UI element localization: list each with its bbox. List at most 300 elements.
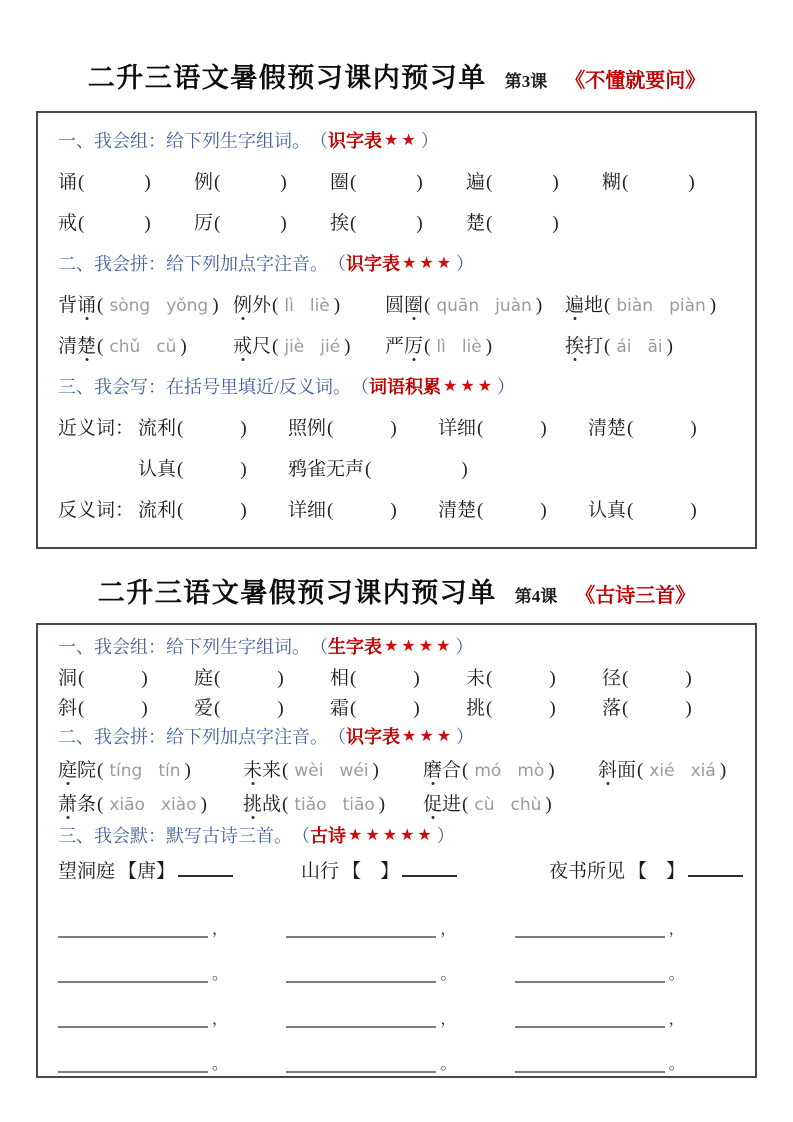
word-dotted-char: 厉 — [404, 331, 423, 358]
char-blank — [330, 663, 466, 690]
paren-close: ） — [420, 130, 439, 151]
paren-open: ( — [214, 213, 221, 234]
paren-close: ) — [690, 418, 697, 439]
verse-blank — [286, 1057, 514, 1073]
paren-close: ) — [719, 759, 727, 781]
paren-open: ( — [214, 172, 221, 193]
star-rating-icon: ★★★★★ — [348, 827, 435, 844]
word-dotted-char: 戒 — [233, 331, 252, 358]
section3-heading — [58, 819, 743, 851]
paren-open: ( — [637, 759, 644, 781]
verse-line-row — [58, 983, 743, 1028]
pinyin-option-2: liè — [309, 296, 330, 316]
word: 流利 — [138, 500, 177, 521]
char-blank — [466, 167, 602, 194]
paren-close: ) — [240, 459, 247, 480]
pinyin-option-2: xiào — [160, 794, 197, 815]
word-dotted-char: 圈 — [404, 290, 423, 317]
pinyin-item — [58, 755, 243, 782]
verse-blank — [515, 967, 743, 983]
word-dotted-char: 未 — [243, 755, 262, 782]
pinyin-row — [58, 751, 743, 785]
char: 糊 — [602, 172, 622, 193]
pinyin-option-2: tiāo — [342, 794, 375, 815]
word-dotted-char: 斜 — [598, 755, 617, 782]
paren-open: ( — [97, 336, 104, 357]
pinyin-option-1: tíng — [109, 760, 143, 781]
char: 相 — [330, 667, 350, 689]
row-label: 反义词： — [58, 500, 135, 521]
char: 挨 — [330, 213, 350, 234]
paren-open: ( — [486, 667, 493, 689]
poem-entry — [301, 856, 549, 883]
word-post: 战 — [262, 793, 282, 815]
paren-open: ( — [177, 418, 184, 439]
pinyin-item — [565, 331, 674, 358]
paren-close: ) — [141, 667, 148, 689]
pinyin-option-1: chǔ — [109, 337, 141, 357]
poem-author-bracket: 【 】 — [342, 860, 400, 882]
write-line — [515, 972, 665, 983]
pinyin-option-1: wèi — [294, 760, 324, 781]
word-blank — [288, 454, 469, 481]
word-post: 尺 — [252, 336, 272, 357]
word: 清楚 — [438, 500, 477, 521]
paren-open: ( — [97, 295, 104, 316]
char-blank — [58, 693, 194, 720]
word: 照例 — [288, 418, 327, 439]
section1-heading — [58, 119, 743, 160]
punctuation: 。 — [668, 966, 685, 983]
paren-close: ) — [540, 418, 547, 439]
word-post: 地 — [584, 295, 604, 316]
word-dotted-char: 挨 — [565, 331, 584, 358]
punctuation: 。 — [440, 966, 457, 983]
star-rating-icon: ★★★ — [402, 254, 455, 272]
write-line — [286, 1017, 436, 1028]
paren-open: ( — [350, 213, 357, 234]
section-heading-text: 三、我会默：默写古诗三首。 — [58, 826, 292, 846]
paren-open: ( — [424, 336, 431, 357]
paren-close: ) — [277, 697, 284, 719]
word-dotted-char: 庭 — [58, 755, 77, 782]
char-blank — [466, 663, 602, 690]
paren-close: ) — [413, 667, 420, 689]
word: 认真 — [138, 459, 177, 480]
paren-open: ( — [350, 697, 357, 719]
punctuation: ， — [212, 1011, 229, 1028]
paren-open: ( — [622, 172, 629, 193]
char-blank — [602, 663, 738, 690]
char: 圈 — [330, 172, 350, 193]
section-heading-text: 三、我会写：在括号里填近/反义词。 — [58, 376, 351, 397]
paren-close: ) — [540, 500, 547, 521]
paren-open: （ — [328, 253, 346, 274]
pinyin-item — [58, 290, 233, 317]
pinyin-option-2: liè — [461, 337, 482, 357]
write-line — [58, 1062, 208, 1073]
verse-blank — [286, 922, 514, 938]
pinyin-option-1: cù — [474, 794, 495, 815]
paren-open: ( — [282, 759, 289, 781]
verse-blank — [515, 922, 743, 938]
paren-close: ) — [552, 172, 559, 193]
paren-close: ) — [416, 172, 423, 193]
pinyin-row — [58, 283, 743, 324]
paren-open: ( — [477, 418, 484, 439]
poem-title: 夜书所见 — [548, 860, 625, 882]
char-blank — [602, 693, 738, 720]
paren-close: ) — [141, 697, 148, 719]
word: 清楚 — [588, 418, 627, 439]
paren-open: ( — [282, 793, 289, 815]
word: 详细 — [288, 500, 327, 521]
paren-open: ( — [214, 667, 221, 689]
author-blank — [178, 862, 233, 877]
poem-entry — [58, 856, 301, 883]
author-blank — [688, 862, 743, 877]
char: 爱 — [194, 697, 214, 719]
verse-blank — [58, 967, 286, 983]
paren-close: ) — [535, 295, 543, 316]
paren-open: ( — [462, 759, 469, 781]
paren-open: ( — [462, 793, 469, 815]
word-row-synonyms — [58, 406, 743, 447]
paren-open: ( — [97, 759, 104, 781]
word-post: 合 — [442, 759, 462, 781]
paren-open: （ — [310, 637, 328, 657]
char-row — [58, 201, 743, 242]
word: 流利 — [138, 418, 177, 439]
pinyin-item — [233, 290, 385, 317]
verse-blank — [515, 1012, 743, 1028]
author-blank — [402, 862, 457, 877]
paren-close: ) — [240, 418, 247, 439]
paren-open: ( — [78, 667, 85, 689]
punctuation: 。 — [668, 1056, 685, 1073]
paren-open: ( — [327, 500, 334, 521]
pinyin-option-1: tiǎo — [294, 794, 327, 815]
char: 径 — [602, 667, 622, 689]
pinyin-option-2: jié — [320, 337, 341, 357]
paren-open: ( — [327, 418, 334, 439]
verse-blank — [286, 967, 514, 983]
char-blank — [330, 167, 466, 194]
pinyin-option-1: biàn — [616, 296, 654, 316]
poem-entry — [549, 856, 743, 883]
paren-close: ) — [545, 793, 552, 815]
paren-open: ( — [622, 697, 629, 719]
verse-blank — [515, 1057, 743, 1073]
paren-close: ) — [277, 667, 284, 689]
pinyin-item — [243, 789, 423, 816]
punctuation: ， — [440, 1011, 457, 1028]
word-pre: 圆 — [385, 295, 405, 316]
char-row — [58, 661, 743, 691]
word-post: 条 — [77, 793, 97, 815]
paren-close: ) — [690, 500, 697, 521]
punctuation: ， — [440, 921, 457, 938]
pinyin-item — [385, 290, 565, 317]
pinyin-option-1: xiāo — [109, 794, 145, 815]
paren-open: ( — [604, 336, 611, 357]
pinyin-option-1: jiè — [284, 337, 305, 357]
paren-open: ( — [350, 667, 357, 689]
paren-open: （ — [351, 376, 369, 397]
char-blank — [194, 693, 330, 720]
pinyin-row — [58, 324, 743, 365]
char: 厉 — [194, 213, 214, 234]
row-label: 近义词： — [58, 418, 135, 439]
paren-open: ( — [214, 697, 221, 719]
word-dotted-char: 例 — [233, 290, 252, 317]
section-tag: 生字表 — [328, 637, 382, 657]
char-blank — [194, 663, 330, 690]
page-title: 二升三语文暑假预习课内预习单 — [87, 63, 487, 93]
poem-author-bracket: 【 】 — [627, 860, 685, 882]
verse-blank — [58, 1057, 286, 1073]
poem-author-bracket: 【唐】 — [118, 860, 176, 882]
word-post: 院 — [77, 759, 97, 781]
paren-close: ) — [180, 336, 187, 357]
word-dotted-char: 促 — [423, 789, 442, 816]
lesson-name: 《不懂就要问》 — [565, 70, 706, 92]
pinyin-option-1: mó — [474, 760, 502, 781]
paren-close: ) — [685, 667, 692, 689]
paren-close: ) — [212, 295, 219, 316]
char-blank — [602, 167, 738, 194]
char: 未 — [466, 667, 486, 689]
word-blank — [438, 495, 588, 522]
paren-close: ） — [436, 826, 455, 846]
paren-close: ) — [461, 459, 468, 480]
paren-open: ( — [78, 697, 85, 719]
paren-close: ) — [144, 172, 151, 193]
paren-open: （ — [328, 727, 346, 747]
punctuation: 。 — [212, 966, 229, 983]
verse-blank — [58, 922, 286, 938]
pinyin-option-1: lì — [436, 337, 446, 357]
pinyin-option-2: āi — [647, 337, 663, 357]
char: 例 — [194, 172, 214, 193]
char-blank — [466, 693, 602, 720]
word-pre: 严 — [385, 336, 405, 357]
char-blank — [466, 208, 602, 235]
verse-blank — [58, 1012, 286, 1028]
write-line — [286, 1062, 436, 1073]
verse-line-row — [58, 1028, 743, 1073]
paren-open: ( — [350, 172, 357, 193]
word-dotted-char: 遍 — [565, 290, 584, 317]
char: 楚 — [466, 213, 486, 234]
pinyin-option-2: mò — [517, 760, 545, 781]
word-blank — [288, 495, 438, 522]
paren-close: ) — [688, 172, 695, 193]
word-dotted-char: 挑 — [243, 789, 262, 816]
paren-close: ) — [709, 295, 717, 316]
section2-heading — [58, 242, 743, 283]
word-dotted-char: 楚 — [77, 331, 96, 358]
lesson-number: 第3课 — [504, 72, 548, 91]
char-blank — [58, 167, 194, 194]
section-tag: 识字表 — [346, 253, 400, 274]
paren-close: ) — [552, 213, 559, 234]
pinyin-item — [233, 331, 385, 358]
write-line — [58, 927, 208, 938]
star-rating-icon: ★★★ — [402, 728, 455, 745]
write-line — [286, 972, 436, 983]
paren-open: ( — [78, 213, 85, 234]
word: 鸦雀无声 — [288, 459, 365, 480]
paren-open: ( — [622, 667, 629, 689]
punctuation: 。 — [440, 1056, 457, 1073]
char-row — [58, 160, 743, 201]
char-blank — [330, 693, 466, 720]
paren-close: ) — [144, 213, 151, 234]
page-title: 二升三语文暑假预习课内预习单 — [97, 578, 497, 608]
section-tag: 词语积累 — [369, 376, 441, 397]
star-rating-icon: ★★ — [384, 131, 419, 149]
pinyin-option-2: xiá — [690, 760, 716, 781]
poem-title: 山行 — [301, 860, 340, 882]
worksheet2-header — [0, 571, 793, 610]
pinyin-item — [243, 755, 423, 782]
pinyin-option-2: cǔ — [156, 337, 177, 357]
poem-title: 望洞庭 — [58, 860, 116, 882]
pinyin-option-2: juàn — [495, 296, 532, 316]
worksheet1-box — [36, 111, 757, 549]
char-blank — [58, 663, 194, 690]
pinyin-option-2: tín — [158, 760, 181, 781]
paren-close: ) — [240, 500, 247, 521]
pinyin-item — [58, 331, 233, 358]
word-blank — [288, 413, 438, 440]
paren-close: ) — [549, 667, 556, 689]
paren-close: ) — [548, 759, 555, 781]
write-line — [58, 1017, 208, 1028]
pinyin-item — [423, 789, 598, 816]
paren-close: ) — [390, 418, 397, 439]
paren-close: ) — [549, 697, 556, 719]
paren-open: ( — [424, 295, 431, 316]
pinyin-option-2: chù — [510, 794, 542, 815]
char: 遍 — [466, 172, 486, 193]
pinyin-option-1: xié — [649, 760, 675, 781]
char-blank — [330, 208, 466, 235]
char: 落 — [602, 697, 622, 719]
paren-close: ) — [333, 295, 341, 316]
verse-blank — [286, 1012, 514, 1028]
paren-close: ) — [184, 759, 191, 781]
word: 详细 — [438, 418, 477, 439]
section-tag: 识字表 — [346, 727, 400, 747]
pinyin-option-2: yǒng — [166, 296, 209, 316]
paren-open: ( — [272, 295, 279, 316]
char-blank — [194, 208, 330, 235]
worksheet1-header — [0, 0, 793, 95]
write-line — [515, 927, 665, 938]
paren-close: ） — [455, 637, 474, 657]
punctuation: ， — [668, 921, 685, 938]
punctuation: ， — [668, 1011, 685, 1028]
pinyin-item — [385, 331, 565, 358]
paren-open: ( — [78, 172, 85, 193]
pinyin-option-1: quān — [436, 296, 480, 316]
pinyin-item — [598, 755, 727, 782]
word: 认真 — [588, 500, 627, 521]
word-post: 打 — [584, 336, 604, 357]
char: 诵 — [58, 172, 78, 193]
pinyin-item — [565, 290, 717, 317]
paren-open: ( — [177, 459, 184, 480]
worksheet2-box — [36, 623, 757, 1078]
char-blank — [58, 208, 194, 235]
word-dotted-char: 诵 — [77, 290, 96, 317]
paren-open: ( — [486, 213, 493, 234]
word-post: 来 — [262, 759, 282, 781]
star-rating-icon: ★★★★ — [384, 638, 454, 655]
word-row-synonyms-cont — [58, 447, 743, 488]
paren-open: ( — [365, 459, 372, 480]
punctuation: ， — [212, 921, 229, 938]
paren-close: ) — [416, 213, 423, 234]
word-blank — [138, 413, 288, 440]
verse-line-row — [58, 938, 743, 983]
section-heading-text: 二、我会拼：给下列加点字注音。 — [58, 727, 328, 747]
section-heading-text: 二、我会拼：给下列加点字注音。 — [58, 253, 328, 274]
write-line — [286, 927, 436, 938]
paren-open: （ — [292, 826, 310, 846]
word-pre: 清 — [58, 336, 78, 357]
word-post: 外 — [252, 295, 272, 316]
paren-close: ) — [280, 172, 287, 193]
paren-open: ( — [486, 697, 493, 719]
section2-heading — [58, 721, 743, 751]
write-line — [58, 972, 208, 983]
char: 洞 — [58, 667, 78, 689]
lesson-number: 第4课 — [514, 587, 558, 606]
pinyin-item — [423, 755, 598, 782]
word-blank — [588, 495, 738, 522]
pinyin-row — [58, 785, 743, 819]
paren-close: ) — [390, 500, 397, 521]
section-heading-text: 一、我会组：给下列生字组词。 — [58, 637, 310, 657]
word-blank — [138, 454, 288, 481]
paren-close: ) — [378, 793, 386, 815]
word-dotted-char: 萧 — [58, 789, 77, 816]
punctuation: 。 — [212, 1056, 229, 1073]
paren-close: ) — [372, 759, 379, 781]
word-pre: 背 — [58, 295, 78, 316]
char: 挑 — [466, 697, 486, 719]
char: 斜 — [58, 697, 78, 719]
paren-open: ( — [604, 295, 611, 316]
word-blank — [138, 495, 288, 522]
pinyin-option-1: ái — [616, 337, 632, 357]
word-dotted-char: 磨 — [423, 755, 442, 782]
section-heading-text: 一、我会组：给下列生字组词。 — [58, 130, 310, 151]
star-rating-icon: ★★★ — [443, 377, 496, 395]
paren-open: ( — [272, 336, 279, 357]
char-blank — [194, 167, 330, 194]
pinyin-item — [58, 789, 243, 816]
paren-close: ） — [456, 253, 475, 274]
word-post: 进 — [442, 793, 462, 815]
poem-blank-lines — [58, 893, 743, 1073]
section3-heading — [58, 365, 743, 406]
section1-heading — [58, 631, 743, 661]
write-line — [515, 1062, 665, 1073]
